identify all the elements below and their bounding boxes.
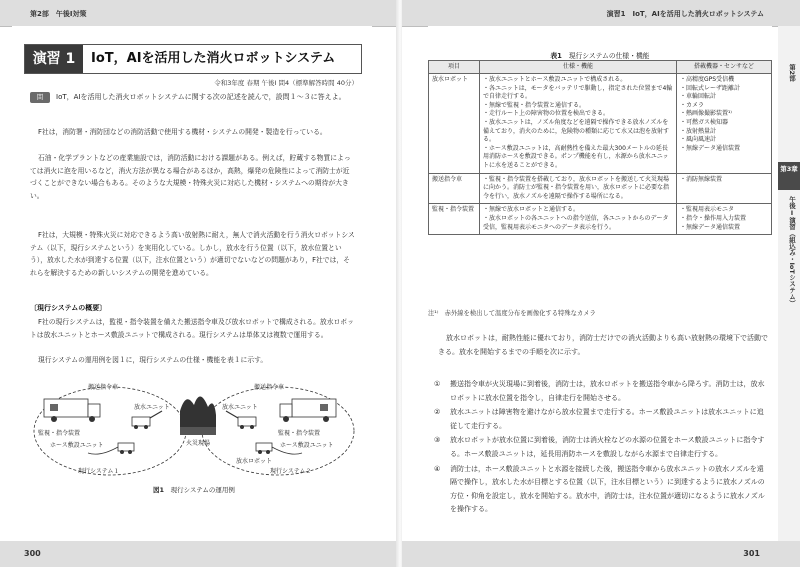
intro-paragraph-1: F社は，消防署・消防団などの消防活動で使用する機材・システムの開発・製造を行っている。 [38,128,327,136]
row-item: 搬送指令車 [429,173,480,204]
side-tab-chapter: 第3章 [778,162,800,190]
label-nozzle-2: 放水ユニット [222,404,258,411]
command-truck-1-icon [44,399,100,422]
step-number: ① [434,380,441,388]
label-robot-2: 放水ロボット [236,458,273,465]
exercise-title-box [24,44,362,74]
device-line: ・無線データ通信装置 [680,144,741,152]
table-title [428,50,772,60]
step-number: ③ [434,436,441,445]
header-functions: 仕様・機能 [480,61,677,74]
device-line: ・風向風速計 [680,136,717,144]
function-line: ・ホース敷設ユニットは，高耐熱性を備えた最大300メートルの延長用消防ホースを敷設できる。ポンプ機能を有し，水源から放水ユニットに水を送ることができる。 [483,144,669,169]
label-nozzle-1: 放水ユニット [134,404,170,411]
device-line: ・回転式レーザ距離計 [680,84,741,92]
device-line: ・カメラ [680,101,705,109]
section-heading: 〔現行システムの概要〕 [30,304,107,312]
table-row [429,74,772,174]
function-line: ・無線で監視・指令装置と通信する。 [483,101,586,109]
device-line: ・車輪回転計 [680,93,717,101]
device-line: ・監視用表示モニタ [680,206,735,214]
right-footer-bar [402,541,800,567]
exam-source: 令和3年度 春期 午後Ⅰ 問4（標準解答時間 40分） [214,79,358,87]
label-truck-2: 搬送指令車 [254,384,285,391]
left-page [0,0,398,567]
procedure-steps [434,378,770,518]
question-text: IoT，AIを活用した消火ロボットシステムに関する次の記述を読んで，設問１～３に答えよ。 [56,93,346,101]
label-hose-1: ホース敷設ユニット [50,442,104,449]
left-content [12,26,372,541]
figure-caption-text: 現行システムの運用例 [170,486,235,494]
function-line: ・監視・指令装置を搭載しており，放水ロボットを搬送して火災現場に向かう。消防士が監視・指令装置を用い，放水ロボットに必要な指令を行い，放水ノズルを遠隔で操作する場所になる。 [483,175,670,200]
right-content [428,26,772,541]
list-item [434,378,770,405]
label-system-1: 現行システム１ [78,468,120,475]
left-page-number: 300 [24,549,41,558]
fire-site-icon [180,396,216,435]
step-text: 放水ユニットは障害物を避けながら放水位置まで走行する。ホース敷設ユニットは放水ユニットに追従して走行する。 [450,408,764,430]
exercise-title: IoT，AIを活用した消火ロボットシステム [91,51,336,66]
label-system-2: 現行システム２ [270,468,312,475]
figure-number: 図1 [153,486,165,494]
right-header-bar [402,0,800,27]
command-truck-2-icon [280,399,336,422]
function-line: ・各ユニットは，モータをバッテリで駆動し，指定された位置まで4輪で自律走行する。 [483,84,673,101]
device-line: ・熱画像撮影装置¹⁾ [680,110,732,118]
left-header-bar [0,0,398,27]
side-tab-part: 第2部 [788,64,796,82]
label-console-1: 監視・指令装置 [38,430,81,437]
function-line: ・放水ユニットとホース敷設ユニットで構成される。 [483,76,627,83]
label-console-2: 監視・指令装置 [278,430,321,437]
table-title-text: 現行システムの仕様・機能 [568,52,650,60]
intro-paragraph-2: 石油・化学プラントなどの産業施設では，消防活動における課題がある。例えば，貯蔵する物質によっては消火に泡を用いるなど，消火方法が異なる場合があるほか，高熱，爆発の危険性によって消防士が近づくことができない場合もある。そのような大規模・特殊火災に対応した機材・システムへの期待が大きい。 [30,154,351,200]
device-line: ・高精度GPS受信機 [680,76,735,83]
row-functions [480,173,677,204]
row-item: 監視・指令装置 [429,204,480,235]
list-item [434,463,770,517]
table-row [429,204,772,235]
section-paragraph-2: 現行システムの運用例を図１に，現行システムの仕様・機能を表１に示す。 [38,356,268,364]
row-item: 放水ロボット [429,74,480,174]
function-line: ・放水ユニットは，ノズル角度などを遠隔で操作できる放水ノズルを備えており，消火のために，危険物の種類に応じて水又は泡を放射する。 [483,118,670,144]
device-line: ・指令・操作用入力装置 [680,214,747,222]
device-line: ・可燃ガス検知器 [680,118,729,126]
spec-table-header [429,61,772,74]
exercise-label: 演習 1 [25,45,83,73]
right-running-head: 演習1 IoT，AIを活用した消火ロボットシステム [606,10,764,18]
question-tag: 問 [30,92,50,103]
right-page [402,0,800,567]
label-hose-2: ホース敷設ユニット [280,442,334,449]
list-item [434,406,770,433]
operation-diagram [30,369,358,481]
step-text: 放水ロボットが放水位置に到着後，消防士は消火栓などの水源の位置をホース敷設ユニットに指令する。ホース敷設ユニットは，延長用消防ホースを敷設しながら水源まで自律走行する。 [450,436,765,458]
table-row [429,173,772,204]
spec-table [428,60,772,235]
device-line: ・無線データ通信装置 [680,223,741,231]
table-footnote: 注¹⁾ 赤外線を検出して温度分布を画像化する特殊なカメラ [428,310,596,317]
step-text: 搬送指令車が火災現場に到着後，消防士は，放水ロボットを搬送指令車から降ろす。消防士は，放水ロボットに放水位置を指令し，自律走行を開始させる。 [450,380,765,402]
header-item: 項目 [429,61,480,74]
right-page-number: 301 [743,549,760,558]
step-number: ④ [434,464,441,473]
intro-paragraph-3: F社は，大規模・特殊火災に対応できるよう高い放射熱に耐え，無人で消火活動を行う消火ロボットシステム（以下，現行システムという）を実用化している。しかし，放水を行う位置（以下，放水位置という），放水した水が到達する位置（以下，注水位置という）が適切でないなどの問題があり，F社では，それらを解決するための新しいシステムの開発を進めている。 [30,231,355,277]
function-line: ・無線で放水ロボットと通信する。 [483,206,580,214]
nozzle-unit-1-icon [132,411,162,429]
left-footer-bar [0,541,398,567]
procedure-intro: 放水ロボットは，耐熱性能に優れており，消防士だけでの消火活動よりも高い放射熱の環境下で活動できる。放水を開始するまでの手順を次に示す。 [438,334,768,356]
row-functions [480,204,677,235]
function-line: ・放水ロボットの各ユニットへの指令送信，各ユニットからのデータ受信，監視用表示モニタへのデータ表示を行う。 [483,214,669,231]
figure-caption [30,485,358,494]
chapter-side-tab [778,26,800,541]
row-devices [677,173,772,204]
row-devices [677,74,772,174]
row-functions [480,74,677,174]
device-line: ・消防無線装置 [680,175,723,183]
nozzle-unit-2-icon [226,411,256,429]
list-item [434,434,770,461]
side-tab-topic: 午後Ⅰ演習（組込み・IoTシステム） [788,196,796,307]
device-line: ・放射熱量計 [680,127,717,135]
header-devices: 搭載機器・センサなど [677,61,772,74]
step-text: 消防士は，ホース敷設ユニットと水源を接続した後，搬送指令車から放水ユニットの放水ノズルを遠隔で操作し，放水した水が目標とする位置（以下，注水目標という）に到達するように放水ノズルの方位・仰角を設定し，放水を開始する。放水中，消防士は，注水位置が適切になるように放水ノズルを操作する。 [450,464,765,514]
step-number: ② [434,408,441,417]
section-paragraph-1: F社の現行システムは，監視・指令装置を備えた搬送指令車及び放水ロボットで構成される。放水ロボットは放水ユニットとホース敷設ユニットで構成される。現行システムは単体又は複数で運用する。 [30,318,354,339]
label-truck-1: 搬送指令車 [88,384,119,391]
row-devices [677,204,772,235]
table-number: 表1 [550,52,562,60]
left-running-head: 第2部 午後Ⅰ対策 [30,10,87,18]
label-fire-site: 火災現場 [186,440,211,447]
function-line: ・走行ルート上の障害物の位置を検出できる。 [483,110,610,118]
